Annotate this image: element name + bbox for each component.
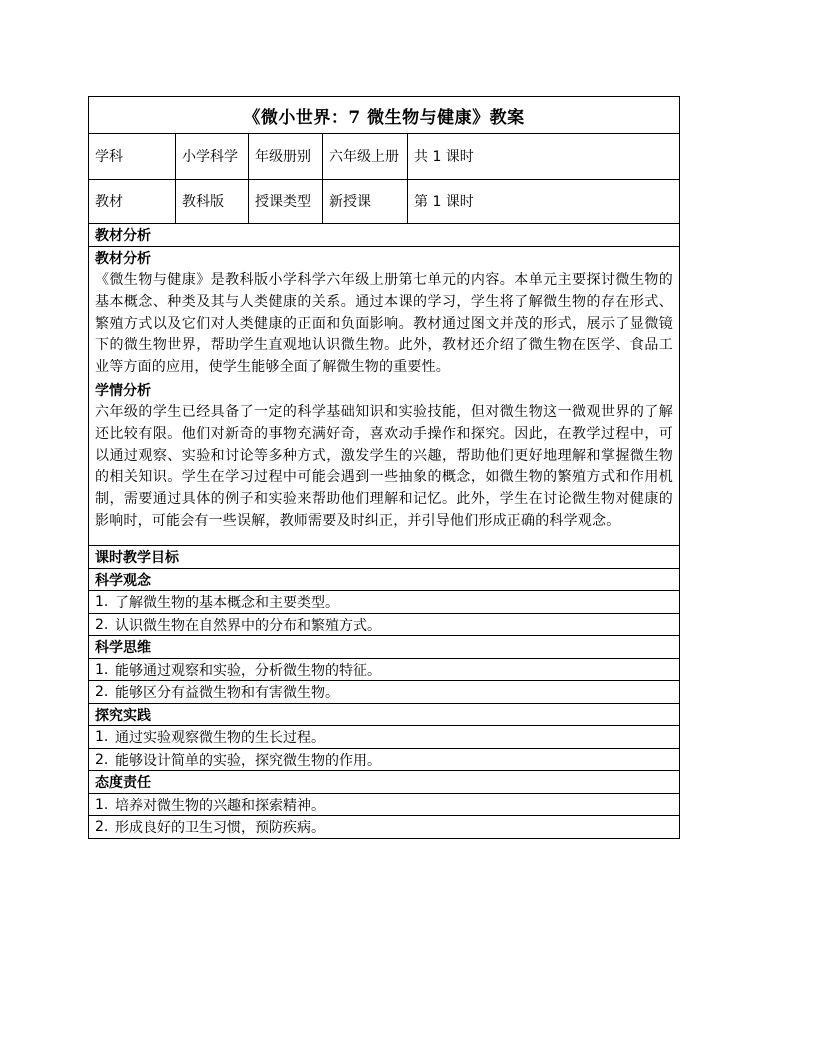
analysis-header-row: [89, 223, 679, 246]
material-analysis-title: 教材分析: [95, 251, 151, 267]
goal-item-text: 形成良好的卫生习惯，预防疾病。: [115, 820, 325, 837]
goal-item-number: 2.: [95, 751, 109, 768]
grade-value: 六年级上册: [322, 134, 407, 179]
total-hours: 共 1 课时: [407, 134, 679, 179]
goal-item-number: 1.: [95, 594, 109, 611]
goal-item-number: 2.: [95, 684, 109, 701]
goal-item-text: 了解微生物的基本概念和主要类型。: [115, 595, 339, 612]
goal-item: [89, 658, 679, 681]
analysis-body: [89, 247, 679, 537]
goal-item-text: 通过实验观察微生物的生长过程。: [115, 730, 325, 747]
student-analysis-title: 学情分析: [95, 382, 151, 399]
subject-label: 学科: [95, 148, 123, 165]
goal-item-number: 1.: [95, 661, 109, 678]
goal-item: [89, 725, 679, 748]
student-analysis-text: 六年级的学生已经具备了一定的科学基础知识和实验技能，但对微生物这一微观世界的了解还比较有限。他们对新奇的事物充满好奇，喜欢动手操作和探究。因此，在教学过程中，可以通过观察、实验和讨论等多种方式，激发学生的兴趣，帮助他们更好地理解和掌握微生物的相关知识。学生在学习过程中可能会遇到一些抽象的概念，如微生物的繁殖方式和作用机制，需要通过具体的例子和实验来帮助他们理解和记忆。此外，学生在讨论微生物对健康的影响时，可能会有一些误解，教师需要及时纠正，并引导他们形成正确的科学观念。: [95, 403, 673, 529]
textbook-label: 教材: [95, 193, 123, 210]
goal-item-number: 2.: [95, 819, 109, 836]
goal-item-text: 培养对微生物的兴趣和探索精神。: [115, 797, 325, 814]
document-title: 《微小世界：7 微生物与健康》教案: [243, 107, 525, 128]
goal-item: [89, 815, 679, 838]
goal-group-title: 态度责任: [89, 770, 679, 793]
goal-item: [89, 793, 679, 816]
goal-item-number: 2.: [95, 616, 109, 633]
goal-item-number: 1.: [95, 796, 109, 813]
goal-item-text: 能够通过观察和实验，分析微生物的特征。: [115, 662, 381, 679]
goals-header-row: [89, 545, 679, 568]
goals-section-title: 课时教学目标: [95, 549, 179, 566]
goal-group-title: 科学思维: [89, 635, 679, 658]
lesson-plan-table: [88, 96, 680, 839]
lesson-type-label: 授课类型: [248, 180, 322, 223]
lesson-type-value: 新授课: [322, 180, 407, 223]
analysis-section-title: 教材分析: [95, 228, 151, 244]
grade-label: 年级册别: [248, 134, 322, 179]
info-row-1: [89, 133, 679, 179]
goal-item-text: 能够区分有益微生物和有害微生物。: [115, 685, 339, 702]
lesson-number: 第 1 课时: [407, 180, 679, 223]
info-row-2: [89, 179, 679, 223]
analysis-body-row: [89, 246, 679, 537]
goal-item: [89, 680, 679, 703]
goal-group-title: 科学观念: [89, 568, 679, 591]
subject-value: 小学科学: [175, 134, 248, 179]
goal-item-text: 认识微生物在自然界中的分布和繁殖方式。: [115, 617, 381, 634]
textbook-value: 教科版: [175, 180, 248, 223]
goal-item: [89, 590, 679, 613]
goal-item: [89, 613, 679, 636]
goal-group-title: 探究实践: [89, 703, 679, 726]
goal-item: [89, 748, 679, 771]
material-analysis-text: 《微生物与健康》是教科版小学科学六年级上册第七单元的内容。本单元主要探讨微生物的基本概念、种类及其与人类健康的关系。通过本课的学习，学生将了解微生物的存在形式、繁殖方式以及它们对人类健康的正面和负面影响。教材通过图文并茂的形式，展示了显微镜下的微生物世界，帮助学生直观地认识微生物。此外，教材还介绍了微生物在医学、食品工业等方面的应用，使学生能够全面了解微生物的重要性。: [95, 272, 673, 376]
goal-item-number: 1.: [95, 729, 109, 746]
goal-item-text: 能够设计简单的实验，探究微生物的作用。: [115, 752, 381, 769]
